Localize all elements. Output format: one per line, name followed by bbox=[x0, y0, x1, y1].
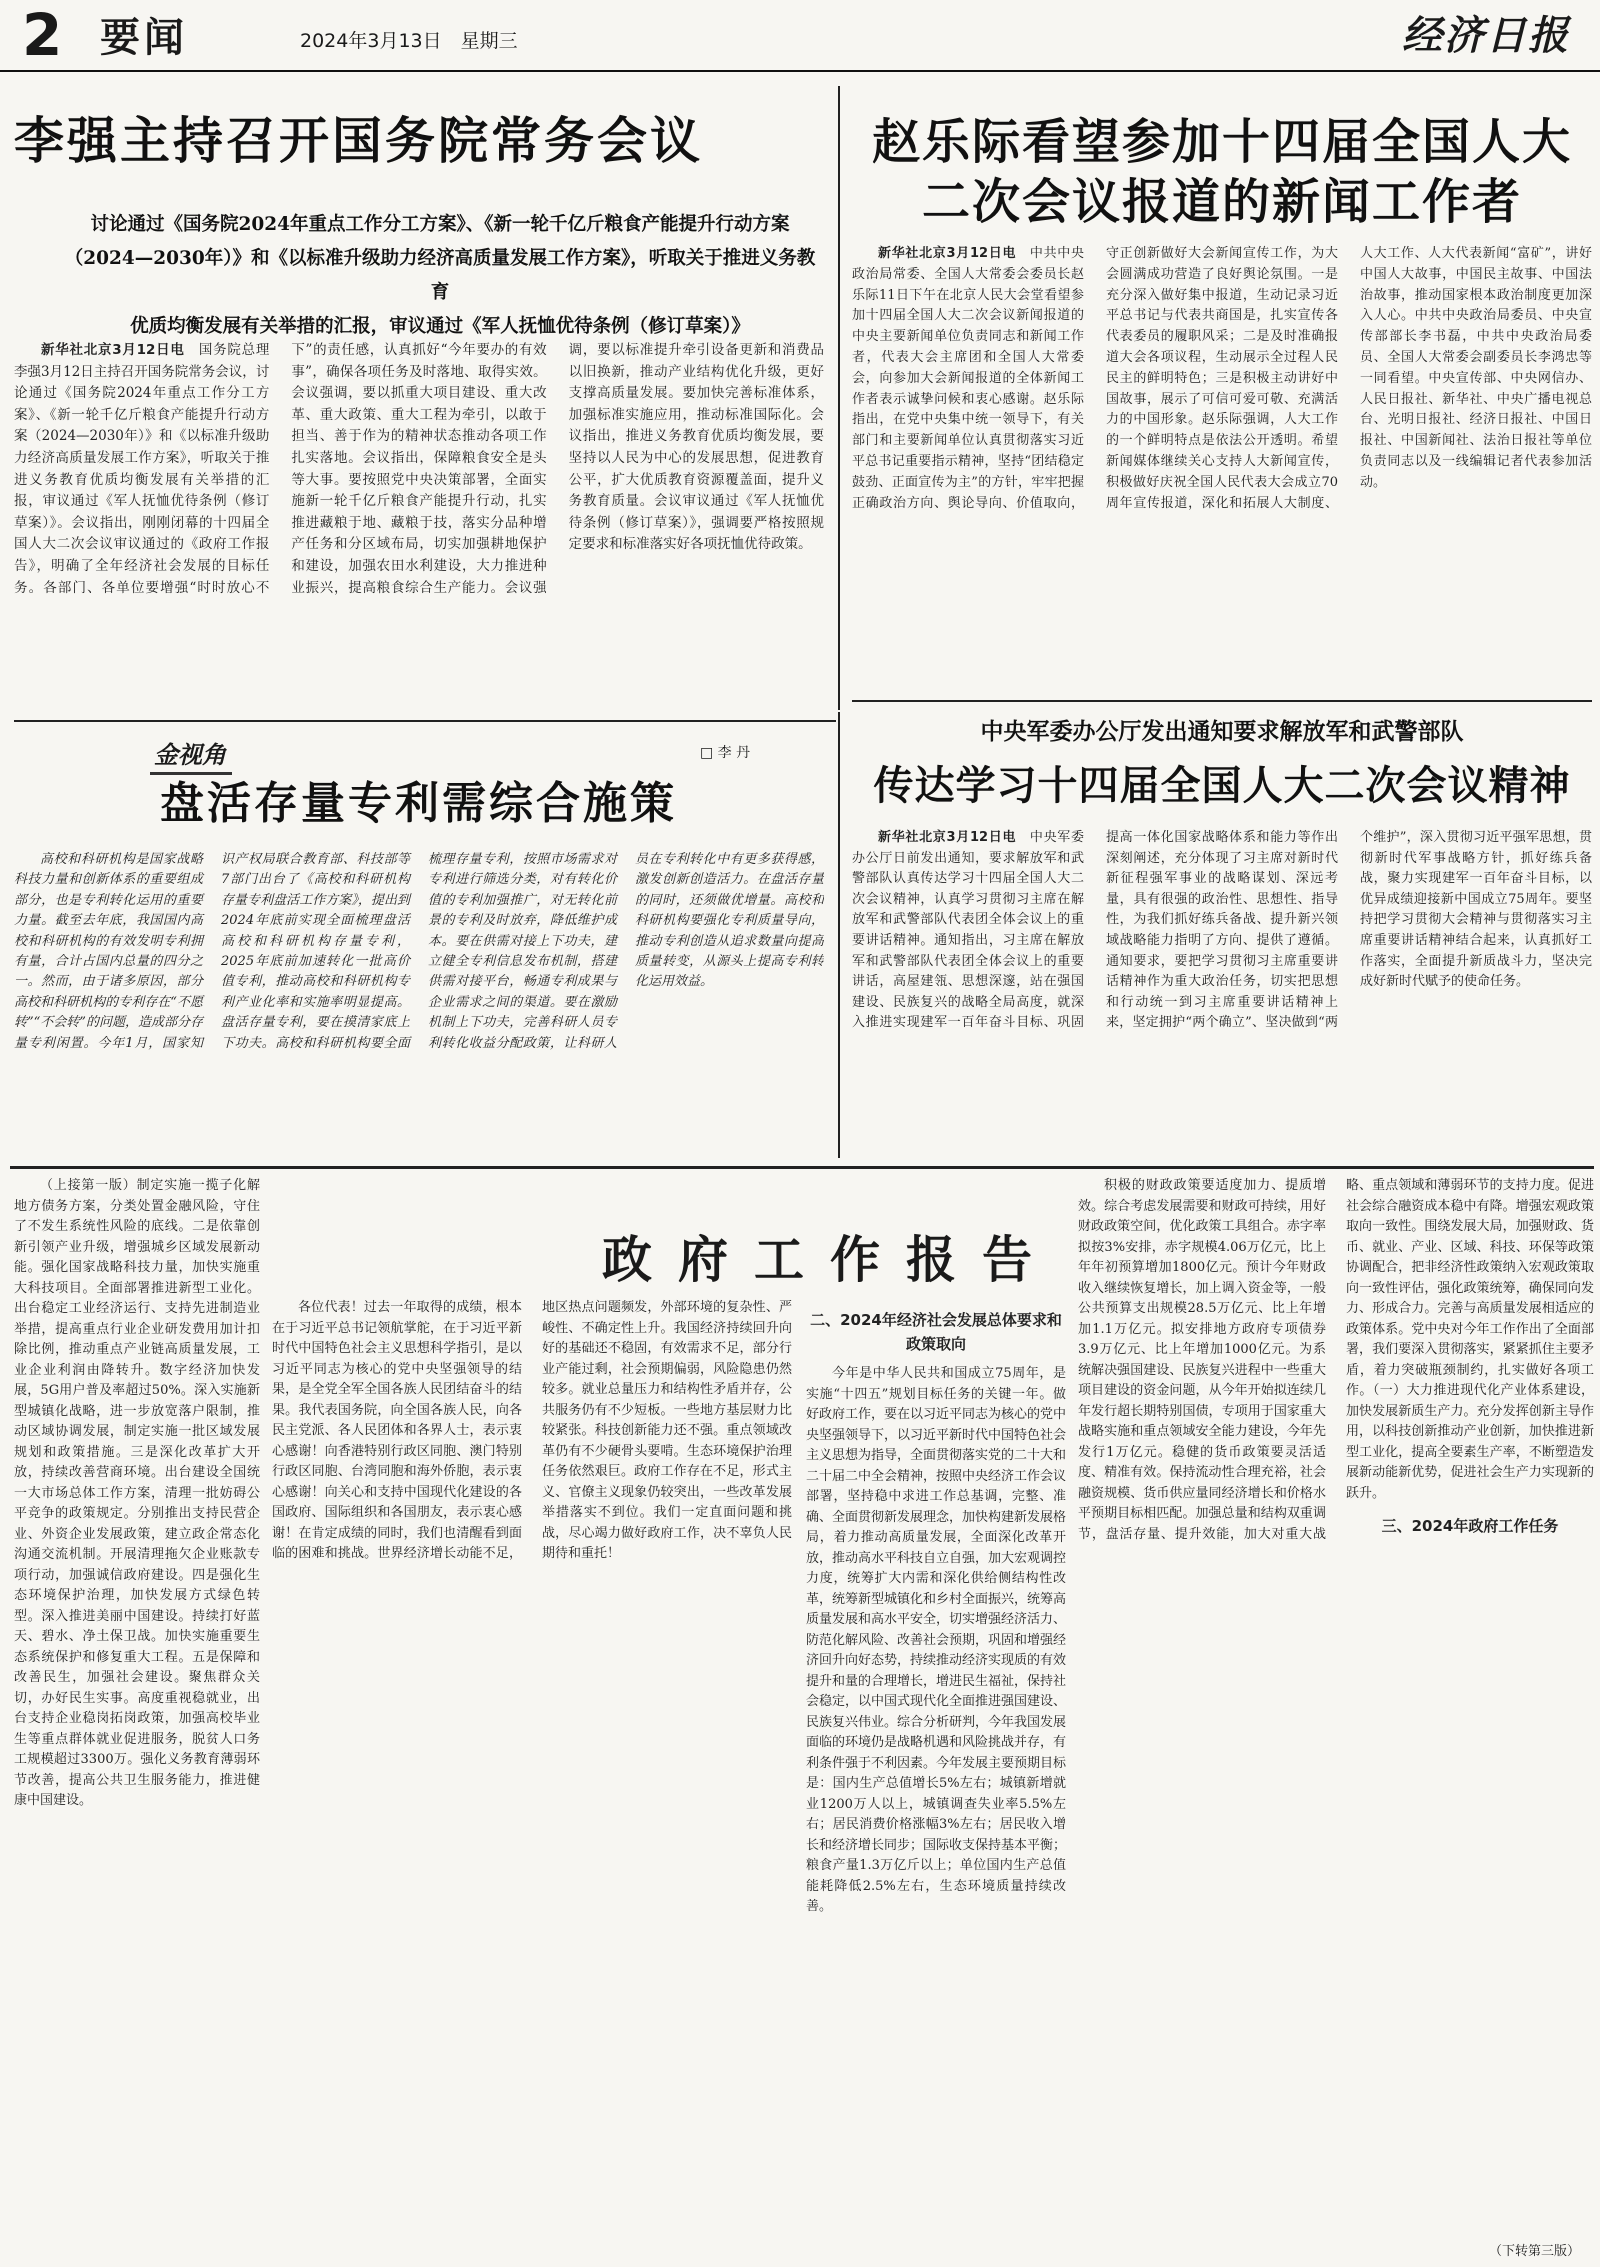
article3-kicker: 中央军委办公厅发出通知要求解放军和武警部队 bbox=[980, 718, 1464, 745]
article1-subhead-line3: 优质均衡发展有关举措的汇报，审议通过《军人抚恤优待条例（修订草案）》 bbox=[130, 316, 750, 337]
article1-lead: 新华社北京3月12日电 bbox=[41, 342, 185, 358]
article3-text: 中央军委办公厅日前发出通知，要求解放军和武警部队认真传达学习十四届全国人大二次会议精神，认真学习贯彻习主席在解放军和武警部队代表团全体会议上的重要讲话精神。通知指出，习主席在解放军和武警部队代表团全体会议上的重要讲话，高屋建瓴、思想深邃，站在强国建设、民族复兴的战略全局高度，就深入推进实现建军一百年奋斗目标、巩固提高一体化国家战略体系和能力等作出深刻阐述，充分体现了习主席对新时代新征程强军事业的战略谋划、深远考量，具有很强的政治性、思想性、指导性，为我们抓好练兵备战、提升新兴领域战略能力指明了方向、提供了遵循。通知要求，要把学习贯彻习主席重要讲话精神作为重大政治任务，切实把思想和行动统一到习主席重要讲话精神上来，坚定拥护“两个确立”、坚决做到“两个维护”，深入贯彻习近平强军思想，贯彻新时代军事战略方针，抓好练兵备战，聚力实现建军一百年奋斗目标，以优异成绩迎接新中国成立75周年。要坚持把学习贯彻大会精神与贯彻落实习主席重要讲话精神结合起来，认真抓好工作落实，全面提升新质战斗力，坚决完成好新时代赋予的使命任务。 bbox=[852, 830, 1592, 1031]
article3-body bbox=[852, 828, 1592, 1158]
report-col2 bbox=[272, 1298, 792, 2242]
article1-body bbox=[14, 340, 824, 710]
report-text3: 今年是中华人民共和国成立75周年，是实施“十四五”规划目标任务的关键一年。做好政府工作，要在以习近平同志为核心的党中央坚强领导下，以习近平新时代中国特色社会主义思想为指导，全面贯彻落实党的二十大和二十届二中全会精神，按照中央经济工作会议部署，坚持稳中求进工作总基调，完整、准确、全面贯彻新发展理念，加快构建新发展格局，着力推动高质量发展，全面深化改革开放，推动高水平科技自立自强，加大宏观调控力度，统筹扩大内需和深化供给侧结构性改革，统筹新型城镇化和乡村全面振兴，统筹高质量发展和高水平安全，切实增强经济活力、防范化解风险、改善社会预期，巩固和增强经济回升向好态势，持续推动经济实现质的有效提升和量的合理增长，增进民生福祉，保持社会稳定，以中国式现代化全面推进强国建设、民族复兴伟业。综合分析研判，今年我国发展面临的环境仍是战略机遇和风险挑战并存，有利条件强于不利因素。今年发展主要预期目标是：国内生产总值增长5%左右；城镇新增就业1200万人以上，城镇调查失业率5.5%左右；居民消费价格涨幅3%左右；居民收入增长和经济增长同步；国际收支保持基本平衡；粮食产量1.3万亿斤以上；单位国内生产总值能耗降低2.5%左右，生态环境质量持续改善。 bbox=[806, 1366, 1066, 1914]
article2-headline bbox=[852, 112, 1592, 232]
report-section2-heading: 二、2024年经济社会发展总体要求和政策取向 bbox=[810, 1311, 1062, 1353]
report-text4: 积极的财政政策要适度加力、提质增效。综合考虑发展需要和财政可持续，用好财政政策空间，优化政策工具组合。赤字率拟按3%安排，赤字规模4.06万亿元，比上年年初预算增加1800亿元。预计今年财政收入继续恢复增长，加上调入资金等，一般公共预算支出规模28.5万亿元、比上年增加1.1万亿元。拟安排地方政府专项债券3.9万亿元、比上年增加1000亿元。为系统解决强国建设、民族复兴进程中一些重大项目建设的资金问题，从今年开始拟连续几年发行超长期特别国债，专项用于国家重大战略实施和重点领域安全能力建设，今年先发行1万亿元。稳健的货币政策要灵活适度、精准有效。保持流动性合理充裕，社会融资规模、货币供应量同经济增长和价格水平预期目标相匹配。加强总量和结构双重调节，盘活存量、提升效能，加大对重大战略、重点领域和薄弱环节的支持力度。促进社会综合融资成本稳中有降。增强宏观政策取向一致性。围绕发展大局，加强财政、货币、就业、产业、区域、科技、环保等政策协调配合，把非经济性政策纳入宏观政策取向一致性评估，强化政策统筹，确保同向发力、形成合力。完善与高质量发展相适应的政策体系。党中央对今年工作作出了全面部署，我们要深入贯彻落实，紧紧抓住主要矛盾，着力突破瓶颈制约，扎实做好各项工作。（一）大力推进现代化产业体系建设，加快发展新质生产力。充分发挥创新主导作用，以科技创新推动产业创新，加快推进新型工业化，提高全要素生产率，不断塑造发展新动能新优势，促进社会生产力实现新的跃升。 bbox=[1078, 1178, 1594, 1542]
column-text: 高校和科研机构是国家战略科技力量和创新体系的重要组成部分，也是专利转化运用的重要力量。截至去年底，我国国内高校和科研机构的有效发明专利拥有量，合计占国内总量的四分之一。然而，由于诸多原因，部分高校和科研机构的专利存在“不愿转”“不会转”的问题，造成部分存量专利闲置。今年1月，国家知识产权局联合教育部、科技部等7部门出台了《高校和科研机构存量专利盘活工作方案》，提出到2024年底前实现全面梳理盘活高校和科研机构存量专利，2025年底前加速转化一批高价值专利，推动高校和科研机构专利产业化率和实施率明显提高。盘活存量专利，要在摸清家底上下功夫。高校和科研机构要全面梳理存量专利，按照市场需求对专利进行筛选分类，对有转化价值的专利加强推广，对无转化前景的专利及时放弃，降低维护成本。要在供需对接上下功夫，建立健全专利信息发布机制，搭建供需对接平台，畅通专利成果与企业需求之间的渠道。要在激励机制上下功夫，完善科研人员专利转化收益分配政策，让科研人员在专利转化中有更多获得感，激发创新创造活力。在盘活存量的同时，还须做优增量。高校和科研机构要强化专利质量导向，推动专利创造从追求数量向提高质量转变，从源头上提高专利转化运用效益。 bbox=[14, 852, 824, 1051]
page-number: 2 bbox=[22, 1, 63, 69]
report-col4 bbox=[1078, 1176, 1594, 2242]
column-body bbox=[14, 850, 824, 1155]
divider-article2 bbox=[852, 700, 1592, 702]
article2-body bbox=[852, 244, 1592, 694]
report-title: 政府工作报告 bbox=[602, 1231, 1058, 1289]
report-continued: （上接第一版） bbox=[40, 1178, 137, 1193]
article1-text: 国务院总理李强3月12日主持召开国务院常务会议，讨论通过《国务院2024年重点工作分工方案》、《新一轮千亿斤粮食产能提升行动方案（2024—2030年）》和《以标准升级助力经济高质量发展工作方案》，听取关于推进义务教育优质均衡发展有关举措的汇报，审议通过《军人抚恤优待条例（修订草案）》。会议指出，刚刚闭幕的十四届全国人大二次会议审议通过的《政府工作报告》，明确了全年经济社会发展的目标任务。各部门、各单位要增强“时时放心不下”的责任感，认真抓好“今年要办的有效事”，确保各项任务及时落地、取得实效。会议强调，要以抓重大项目建设、重大改革、重大政策、重大工程为牵引，以敢于担当、善于作为的精神状态推动各项工作扎实落地。会议指出，保障粮食安全是头等大事。要按照党中央决策部署，全面实施新一轮千亿斤粮食产能提升行动，扎实推进藏粮于地、藏粮于技，落实分品种增产任务和分区域布局，切实加强耕地保护和建设，加强农田水利建设，大力推进种业振兴，提高粮食综合生产能力。会议强调，要以标准提升牵引设备更新和消费品以旧换新，推动产业结构优化升级，更好支撑高质量发展。要加快完善标准体系，加强标准实施应用，推动标准国际化。会议指出，推进义务教育优质均衡发展，要坚持以人民为中心的发展思想，促进教育公平，扩大优质教育资源覆盖面，提升义务教育质量。会议审议通过《军人抚恤优待条例（修订草案）》，强调要严格按照规定要求和标准落实好各项抚恤优待政策。 bbox=[14, 342, 824, 596]
report-continued-footer: （下转第三版） bbox=[1488, 2244, 1580, 2259]
article2-text: 中共中央政治局常委、全国人大常委会委员长赵乐际11日下午在北京人民大会堂看望参加十四届全国人大二次会议新闻报道的中央主要新闻单位负责同志和新闻工作者，代表大会主席团和全国人大常委会，向参加大会新闻报道的全体新闻工作者表示诚挚问候和衷心感谢。赵乐际指出，在党中央集中统一领导下，有关部门和主要新闻单位认真贯彻落实习近平总书记重要指示精神，坚持“团结稳定鼓劲、正面宣传为主”的方针，牢牢把握正确政治方向、舆论导向、价值取向，守正创新做好大会新闻宣传工作，为大会圆满成功营造了良好舆论氛围。一是充分深入做好集中报道，生动记录习近平总书记与代表共商国是，扎实宣传各代表委员的履职风采；二是及时准确报道大会各项议程，生动展示全过程人民民主的鲜明特色；三是积极主动讲好中国故事，展示了可信可爱可敬、充满活力的中国形象。赵乐际强调，人大工作的一个鲜明特点是依法公开透明。希望新闻媒体继续关心支持人大新闻宣传，积极做好庆祝全国人民代表大会成立70周年宣传报道，深化和拓展人大制度、人大工作、人大代表新闻“富矿”，讲好中国人大故事，中国民主故事、中国法治故事，推动国家根本政治制度更加深入人心。中共中央政治局委员、中央宣传部部长李书磊，中共中央政治局委员、全国人大常委会副委员长李鸿忠等一同看望。中央宣传部、中央网信办、人民日报社、新华社、中央广播电视总台、光明日报社、经济日报社、中国日报社、中国新闻社、法治日报社等单位负责同志以及一线编辑记者代表参加活动。 bbox=[852, 246, 1592, 511]
report-col3 bbox=[806, 1298, 1066, 2242]
vertical-divider-mid bbox=[838, 712, 840, 1158]
section-name: 要闻 bbox=[100, 15, 188, 61]
column-headline: 盘活存量专利需综合施策 bbox=[160, 778, 677, 829]
column-badge-wrap bbox=[150, 735, 232, 775]
report-text1: 制定实施一揽子化解地方债务方案，分类处置金融风险，守住了不发生系统性风险的底线。二是依靠创新引领产业升级，增强城乡区域发展新动能。强化国家战略科技力量，加快实施重大科技项目。全面部署推进新型工业化。出台稳定工业经济运行、支持先进制造业举措，提高重点行业企业研发费用加计扣除比例，推动重点产业链高质量发展，工业企业利润由降转升。数字经济加快发展，5G用户普及率超过50%。深入实施新型城镇化战略，进一步放宽落户限制，推动区域协调发展，制定实施一批区域发展规划和政策措施。三是深化改革扩大开放，持续改善营商环境。出台建设全国统一大市场总体工作方案，清理一批妨碍公平竞争的政策规定。分别推出支持民营企业、外资企业发展政策，建立政企常态化沟通交流机制。开展清理拖欠企业账款专项行动，加强诚信政府建设。四是强化生态环境保护治理，加快发展方式绿色转型。深入推进美丽中国建设。持续打好蓝天、碧水、净土保卫战。加快实施重要生态系统保护和修复重大工程。五是保障和改善民生，加强社会建设。聚焦群众关切，办好民生实事。高度重视稳就业，出台支持企业稳岗拓岗政策，加强高校毕业生等重点群体就业促进服务，脱贫人口务工规模超过3300万。强化义务教育薄弱环节改善，提高公共卫生服务能力，推进健康中国建设。 bbox=[14, 1178, 260, 1808]
report-col1 bbox=[14, 1176, 260, 2242]
vertical-divider-top bbox=[838, 86, 840, 710]
article3-headline: 传达学习十四届全国人大二次会议精神 bbox=[873, 763, 1571, 809]
newspaper-brand: 经济日报 bbox=[1402, 12, 1570, 59]
article1-subhead bbox=[60, 208, 820, 344]
article2-lead: 新华社北京3月12日电 bbox=[878, 246, 1017, 261]
divider-report bbox=[10, 1166, 1594, 1169]
column-byline: □ 李 丹 bbox=[700, 745, 751, 761]
divider-article1 bbox=[14, 720, 836, 722]
issue-date: 2024年3月13日 星期三 bbox=[300, 30, 518, 52]
article1-subhead-line1: 讨论通过《国务院2024年重点工作分工方案》、《新一轮千亿斤粮食产能提升行动方案 bbox=[90, 214, 790, 235]
column-badge: 金视角 bbox=[150, 735, 232, 775]
article2-headline-line2: 二次会议报道的新闻工作者 bbox=[921, 174, 1522, 230]
article2-headline-line1: 赵乐际看望参加十四届全国人大 bbox=[871, 114, 1572, 170]
report-section3-heading: 三、2024年政府工作任务 bbox=[1381, 1517, 1559, 1535]
article3-lead: 新华社北京3月12日电 bbox=[878, 830, 1017, 845]
masthead bbox=[0, 0, 1600, 72]
article1-headline: 李强主持召开国务院常务会议 bbox=[14, 112, 703, 170]
report-text2: 各位代表！过去一年取得的成绩，根本在于习近平总书记领航掌舵，在于习近平新时代中国特色社会主义思想科学指引，是以习近平同志为核心的党中央坚强领导的结果，是全党全军全国各族人民团结奋斗的结果。我代表国务院，向全国各族人民，向各民主党派、各人民团体和各界人士，表示衷心感谢！向香港特别行政区同胞、澳门特别行政区同胞、台湾同胞和海外侨胞，表示衷心感谢！向关心和支持中国现代化建设的各国政府、国际组织和各国朋友，表示衷心感谢！在肯定成绩的同时，我们也清醒看到面临的困难和挑战。世界经济增长动能不足，地区热点问题频发，外部环境的复杂性、严峻性、不确定性上升。我国经济持续回升向好的基础还不稳固，有效需求不足，部分行业产能过剩，社会预期偏弱，风险隐患仍然较多。就业总量压力和结构性矛盾并存，公共服务仍有不少短板。一些地方基层财力比较紧张。科技创新能力还不强。重点领域改革仍有不少硬骨头要啃。生态环境保护治理任务依然艰巨。政府工作存在不足，形式主义、官僚主义现象仍较突出，一些改革发展举措落实不到位。我们一定直面问题和挑战，尽心竭力做好政府工作，决不辜负人民期待和重托！ bbox=[272, 1300, 792, 1561]
article1-subhead-line2: （2024—2030年）》和《以标准升级助力经济高质量发展工作方案》，听取关于推进义务教育 bbox=[64, 248, 816, 303]
